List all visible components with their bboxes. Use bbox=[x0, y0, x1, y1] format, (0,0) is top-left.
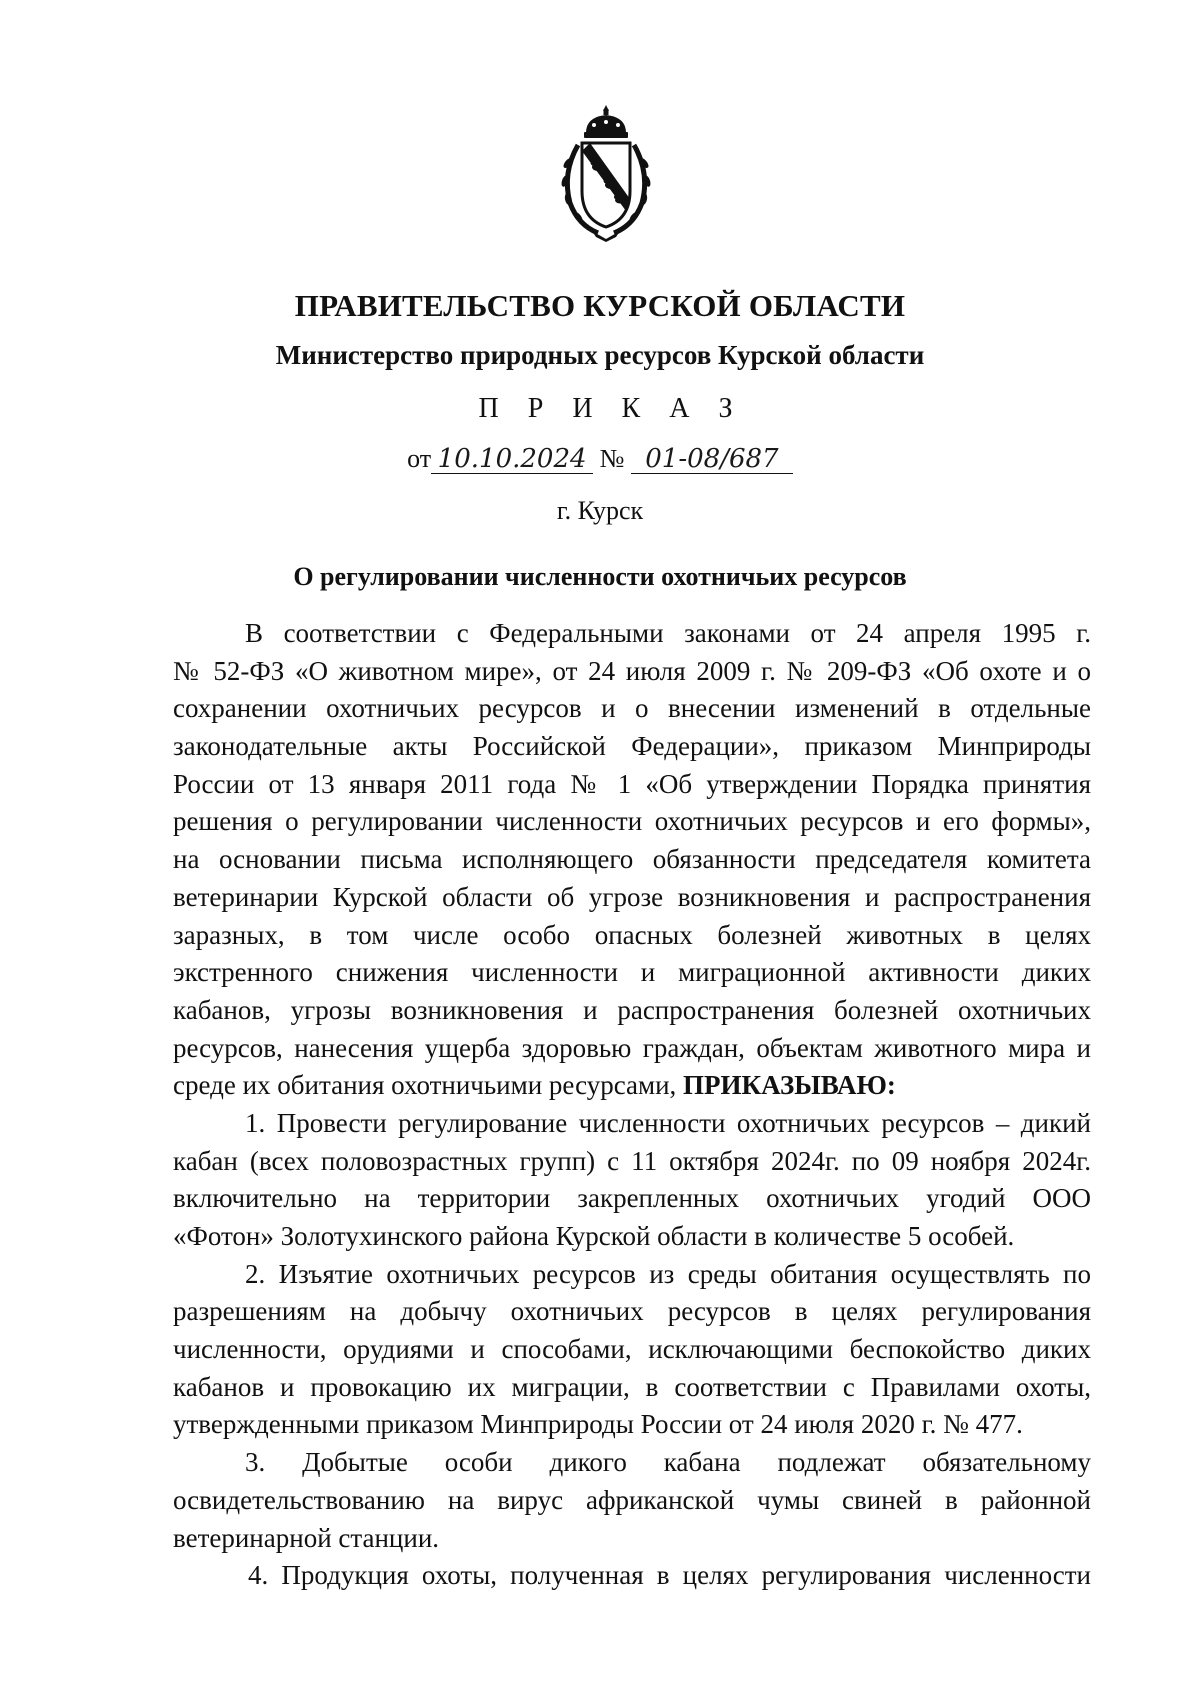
body-line: ресурсов, нанесения ущерба здоровью граждан, объектам животного мира и bbox=[173, 1032, 1091, 1063]
body-line: России от 13 января 2011 года № 1 «Об утверждении Порядка принятия bbox=[173, 768, 1091, 799]
body-line: решения о регулировании численности охотничьих ресурсов и его формы», bbox=[173, 806, 1091, 837]
body-line: утвержденными приказом Минприроды России от 24 июля 2020 г. № 477. bbox=[173, 1409, 1023, 1440]
body-line: сохранении охотничьих ресурсов и о внесении изменений в отдельные bbox=[173, 693, 1091, 724]
body-line: «Фотон» Золотухинского района Курской области в количестве 5 особей. bbox=[173, 1221, 1015, 1251]
body-line: В соответствии с Федеральными законами от 24 апреля 1995 г. bbox=[245, 618, 1091, 648]
document-type-heading: П Р И К А З bbox=[478, 393, 744, 424]
body-line: кабанов, угрозы возникновения и распространения болезней охотничьих bbox=[173, 994, 1091, 1025]
body-line: 3. Добытые особи дикого кабана подлежат обязательному bbox=[245, 1447, 1091, 1478]
body-line: на основании письма исполняющего обязанности председателя комитета bbox=[173, 844, 1091, 875]
date-number-line bbox=[0, 444, 1200, 474]
body-line: разрешениям на добычу охотничьих ресурсов в целях регулирования bbox=[173, 1296, 1091, 1327]
kursk-coat-of-arms-emblem bbox=[556, 103, 656, 243]
body-line: ветеринарной станции. bbox=[173, 1522, 440, 1553]
directive-colon: : bbox=[886, 1070, 896, 1101]
body-line-text: среде их обитания охотничьими ресурсами, bbox=[173, 1070, 677, 1101]
body-line: освидетельствованию на вирус африканской чумы свиней в районной bbox=[173, 1484, 1091, 1515]
date-prefix: от bbox=[407, 444, 432, 473]
directive-word: ПРИКАЗЫВАЮ bbox=[683, 1070, 887, 1101]
ministry-name: Министерство природных ресурсов Курской области bbox=[275, 340, 925, 370]
order-body-text bbox=[173, 615, 1091, 1595]
body-line: ветеринарии Курской области об угрозе возникновения и распространения bbox=[173, 881, 1091, 912]
government-title: ПРАВИТЕЛЬСТВО КУРСКОЙ ОБЛАСТИ bbox=[294, 288, 906, 323]
order-subject: О регулировании численности охотничьих ресурсов bbox=[293, 562, 907, 591]
number-prefix: № bbox=[599, 444, 625, 473]
body-line: заразных, в том числе особо опасных болезней животных в целях bbox=[173, 919, 1091, 950]
body-line: кабанов и провокацию их миграции, в соответствии с Правилами охоты, bbox=[173, 1371, 1091, 1402]
body-line: кабан (всех половозрастных групп) с 11 октября 2024г. по 09 ноября 2024г. bbox=[173, 1145, 1091, 1176]
handwritten-date: 10.10.2024 bbox=[431, 445, 593, 474]
body-line: экстренного снижения численности и миграционной активности диких bbox=[173, 957, 1091, 988]
body-line-with-directive bbox=[173, 1067, 1091, 1105]
body-line: законодательные акты Российской Федерации», приказом Минприроды bbox=[173, 731, 1091, 762]
body-line: 4. Продукция охоты, полученная в целях регулирования численности bbox=[248, 1560, 1091, 1591]
body-line: включительно на территории закрепленных охотничьих угодий ООО bbox=[173, 1183, 1091, 1214]
body-line: № 52-ФЗ «О животном мире», от 24 июля 2009 г. № 209-ФЗ «Об охоте и о bbox=[173, 655, 1091, 686]
body-line: 1. Провести регулирование численности охотничьих ресурсов – дикий bbox=[245, 1107, 1091, 1138]
city-label: г. Курск bbox=[556, 496, 644, 525]
body-line: 2. Изъятие охотничьих ресурсов из среды обитания осуществлять по bbox=[245, 1258, 1091, 1289]
body-line: численности, орудиями и способами, исключающими беспокойство диких bbox=[173, 1334, 1091, 1365]
handwritten-order-number: 01-08/687 bbox=[631, 445, 793, 474]
